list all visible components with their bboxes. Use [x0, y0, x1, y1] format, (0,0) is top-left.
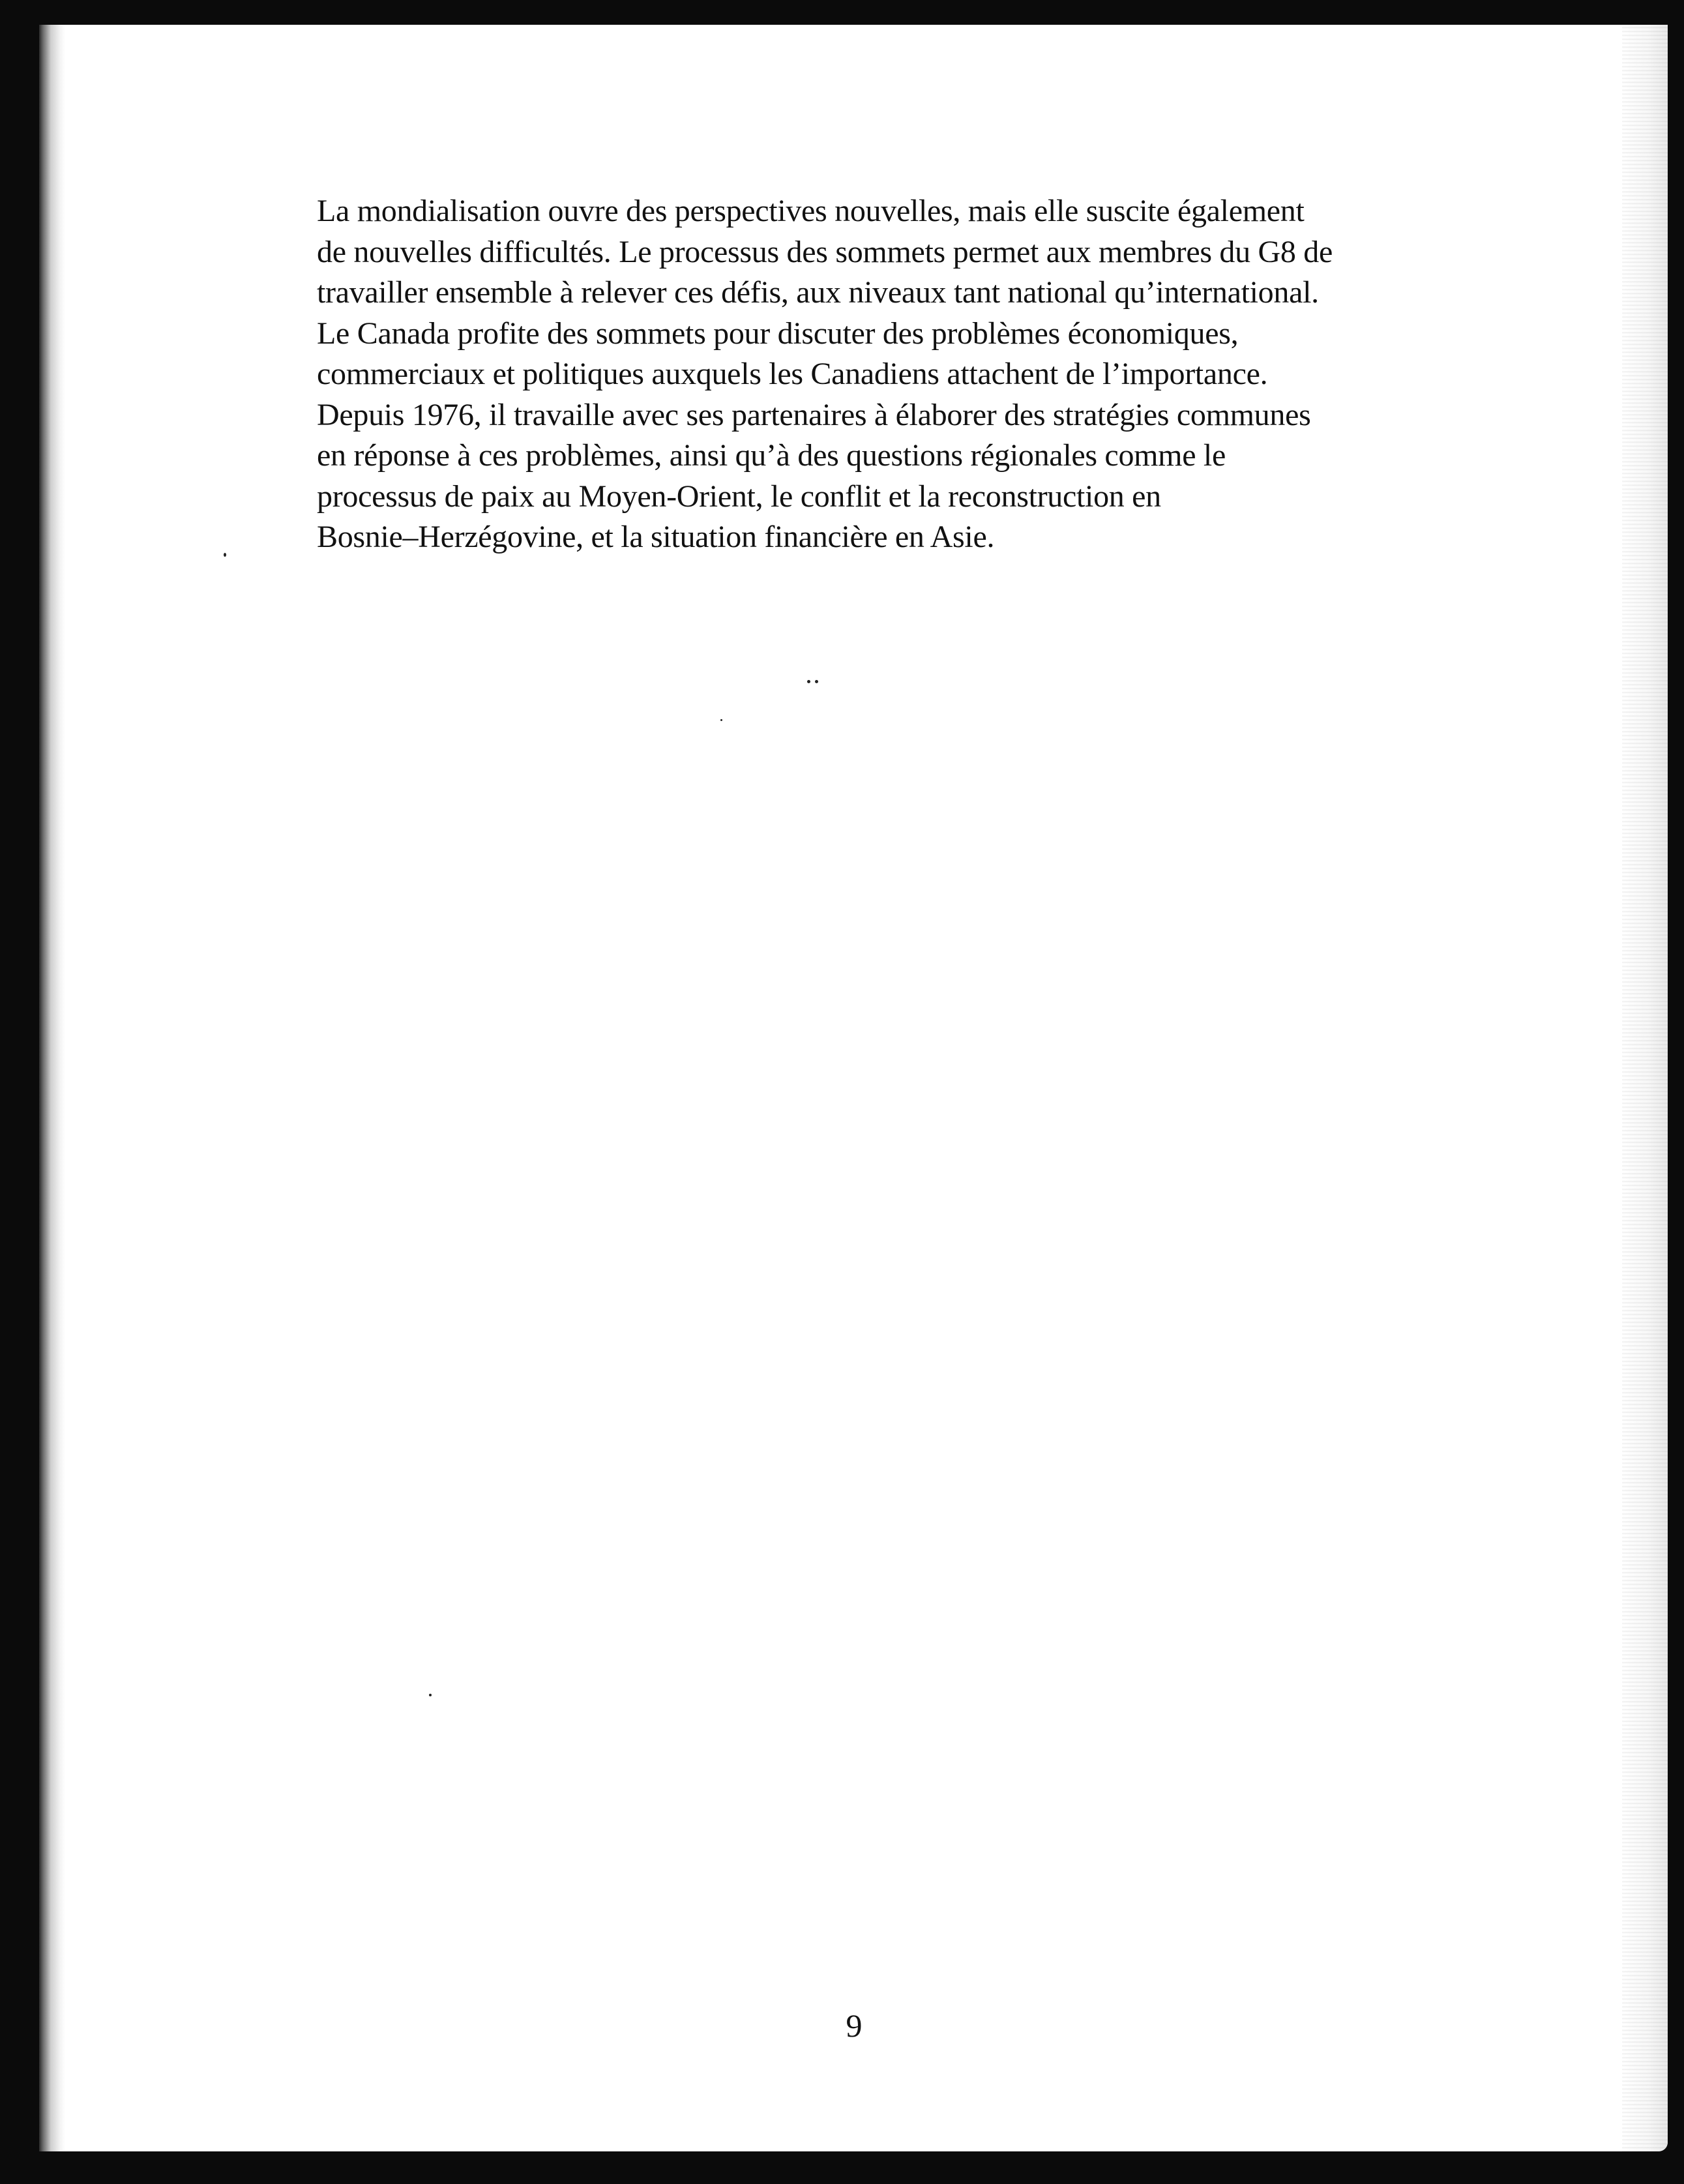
- paragraph-line: Bosnie–Herzégovine, et la situation financière en Asie.: [317, 520, 995, 554]
- page-number: 9: [846, 2007, 863, 2044]
- paragraph-line: Depuis 1976, il travaille avec ses partenaires à élaborer des stratégies communes: [317, 397, 1311, 432]
- scan-speck: [815, 680, 818, 683]
- paragraph-line: de nouvelles difficultés. Le processus des sommets permet aux membres du G8 de: [317, 234, 1333, 269]
- body-paragraph: [317, 191, 1523, 558]
- paragraph-line: Le Canada profite des sommets pour discuter des problèmes économiques,: [317, 316, 1239, 351]
- scan-speck: [429, 1694, 432, 1696]
- paragraph-line: processus de paix au Moyen-Orient, le conflit et la reconstruction en: [317, 479, 1161, 514]
- scan-speck: [224, 553, 226, 557]
- paragraph-line: commerciaux et politiques auxquels les Canadiens attachent de l’importance.: [317, 357, 1268, 391]
- scan-speck: [720, 719, 722, 721]
- scan-edge-noise: [1622, 25, 1668, 2151]
- paragraph-line: travailler ensemble à relever ces défis, aux niveaux tant national qu’international.: [317, 275, 1319, 310]
- scan-speck: [807, 680, 810, 683]
- document-page: [39, 25, 1668, 2151]
- paragraph-line: La mondialisation ouvre des perspectives nouvelles, mais elle suscite également: [317, 194, 1305, 228]
- paragraph-line: en réponse à ces problèmes, ainsi qu’à des questions régionales comme le: [317, 438, 1226, 473]
- binding-shadow: [39, 25, 65, 2151]
